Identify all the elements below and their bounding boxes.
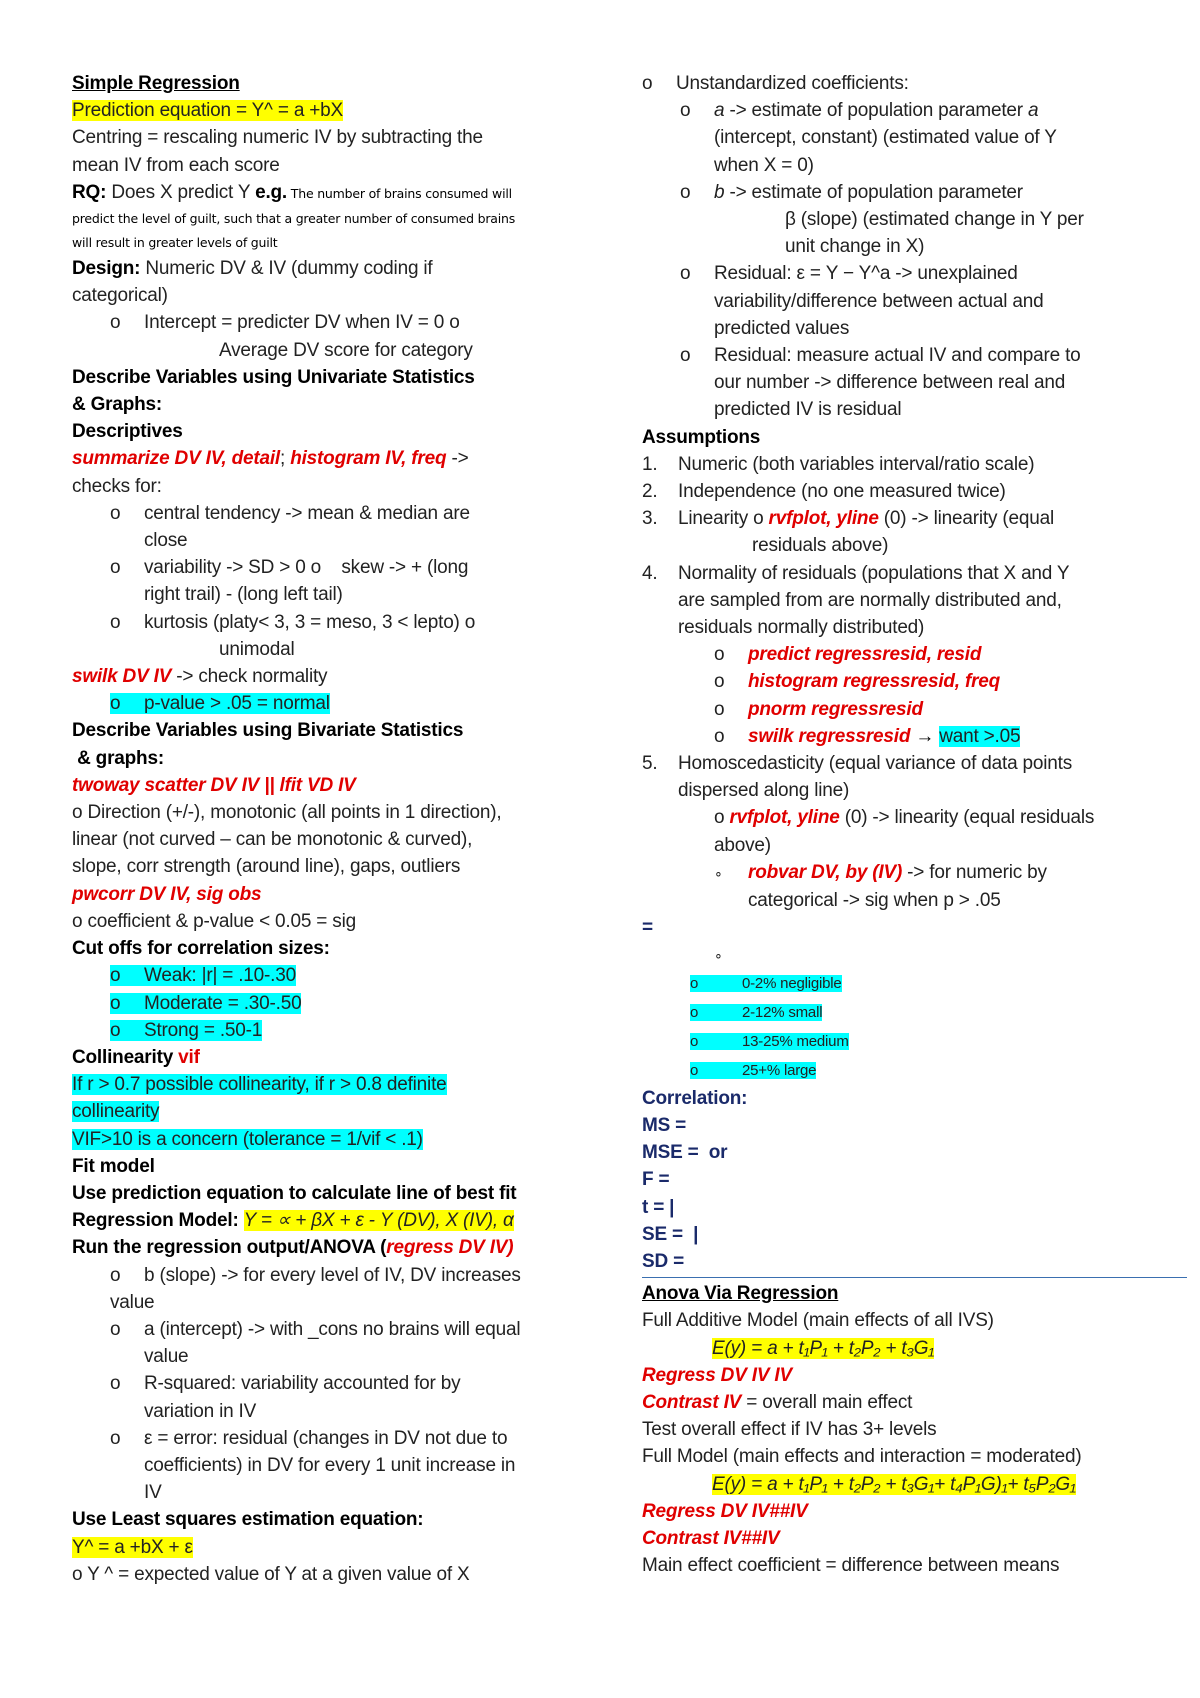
moderate-text: Moderate = .30-.50 [144, 992, 302, 1014]
histogram-command: histogram IV, freq [290, 448, 447, 470]
contrast-text: = overall main effect [741, 1391, 913, 1413]
bullet-icon: o [110, 965, 121, 987]
a-symbol: a [714, 100, 725, 122]
regress-iv-iv-command: Regress DV IV IV [642, 1364, 792, 1386]
bullet-icon: o [110, 1019, 121, 1041]
bullet-icon: o [110, 1373, 121, 1395]
separator: ; [280, 448, 291, 470]
residual-2-text: Residual: measure actual IV and compare to [714, 345, 1081, 367]
least-squares-heading: Use Least squares estimation equation: [72, 1509, 424, 1531]
rvfplot-command: rvfplot, yline [768, 508, 879, 530]
design-line [72, 255, 572, 282]
a-intercept-cont: value [144, 1346, 189, 1368]
unstandardized-text: Unstandardized coefficients: [676, 73, 909, 94]
regress-interaction-command: Regress DV IV##IV [642, 1500, 808, 1522]
swilk-text: -> check normality [171, 666, 328, 688]
assumption-text: (0) -> linearity (equal [878, 508, 1054, 530]
coef-sig-line: o coefficient & p-value < 0.05 = sig [72, 910, 356, 932]
rq-example-2: predict the level of guilt, such that a greater number of consumed brains [72, 211, 516, 227]
checks-for: checks for: [72, 475, 162, 497]
rsquared-bullet [72, 1370, 572, 1397]
regression-model-equation: Y = ∝ + βX + ε - Y (DV), X (IV), α [243, 1210, 514, 1232]
collinearity-heading: Collinearity [72, 1046, 179, 1068]
bullet-icon: o [680, 345, 691, 367]
weak-bullet [72, 962, 572, 989]
central-text: central tendency -> mean & median are [144, 502, 470, 524]
bullet-icon: o [714, 671, 725, 693]
rsquared-text: R-squared: variability accounted for by [144, 1373, 461, 1395]
predict-command: predict regressresid, resid [748, 644, 982, 666]
cutoffs-heading: Cut offs for correlation sizes: [72, 938, 330, 960]
number-label: 5. [642, 753, 658, 775]
residual-1-text: Residual: ε = Y − Y^a -> unexplained [714, 263, 1018, 285]
left-column [72, 70, 572, 1588]
regression-model-label: Regression Model: [72, 1210, 244, 1232]
strong-text: Strong = .50-1 [144, 1019, 263, 1041]
assumption-4 [642, 560, 1192, 587]
weak-text: Weak: |r| = .10-.30 [144, 965, 296, 987]
assumption-1 [642, 451, 1192, 478]
b-estimate-text: -> estimate of population parameter [724, 181, 1023, 203]
intercept-bullet [72, 309, 572, 336]
bullet-icon: o [714, 807, 730, 829]
twoway-command: twoway scatter DV IV || lfit VD IV [72, 774, 356, 796]
beta-line-1: β (slope) (estimated change in Y per [785, 209, 1084, 231]
se-formula: SE = | [642, 1223, 699, 1245]
residual-1-bullet [642, 260, 1192, 287]
rvfplot-line [642, 804, 1192, 831]
pwcorr-command: pwcorr DV IV, sig obs [72, 883, 262, 905]
kurtosis-bullet [72, 609, 572, 636]
bullet-icon: o [110, 693, 121, 715]
bullet-icon: o [110, 1264, 121, 1286]
effect-text: 25+% large [742, 1061, 817, 1079]
a-estimate-text: -> estimate of population parameter [724, 100, 1029, 122]
intercept-cont: Average DV score for category [219, 339, 473, 361]
number-label: 1. [642, 453, 658, 475]
right-column [642, 70, 1192, 1579]
bullet-icon: o [642, 73, 653, 94]
histogram-resid-command: histogram regressresid, freq [748, 671, 1001, 693]
bullet-icon: o [680, 263, 691, 285]
collinearity-line [72, 1044, 572, 1071]
design-label: Design: [72, 258, 141, 280]
epsilon-text: ε = error: residual (changes in DV not due to [144, 1427, 508, 1449]
design-line-2: categorical) [72, 285, 168, 307]
residual-1-cont-1: variability/difference between actual and [714, 290, 1044, 312]
number-label: 2. [642, 481, 658, 503]
assumptions-heading: Assumptions [642, 426, 761, 448]
bullet-icon: o [714, 698, 725, 720]
direction-line-2: linear (not curved – can be monotonic & curved), [72, 829, 473, 851]
strong-bullet [72, 1017, 572, 1044]
f-formula: F = [642, 1169, 670, 1191]
b-slope-text: b (slope) -> for every level of IV, DV increases [144, 1264, 521, 1286]
circle-bullet-icon: ∘ [714, 946, 723, 963]
mse-formula: MSE = or [642, 1142, 728, 1164]
assumption-3-cont: residuals above) [752, 535, 889, 557]
bullet-icon: o [714, 725, 725, 747]
bullet-icon: o [110, 312, 121, 334]
effect-negligible [642, 969, 1192, 998]
arrow: -> [446, 448, 469, 470]
univariate-heading-1: Describe Variables using Univariate Statistics [72, 366, 475, 388]
central-cont: close [144, 530, 188, 552]
effect-small [642, 998, 1192, 1027]
a-intercept-bullet [72, 1316, 572, 1343]
epsilon-bullet [72, 1425, 572, 1452]
robvar-cont: categorical -> sig when p > .05 [748, 890, 1001, 912]
rq-text: Does X predict Y [106, 181, 256, 203]
swilk-command: swilk DV IV [72, 666, 172, 688]
assumption-text: Normality of residuals (populations that X and Y [678, 562, 1070, 584]
contrast-command: Contrast IV [642, 1391, 742, 1413]
rq-example: The number of brains consumed will [287, 185, 512, 201]
a-intercept-text: a (intercept) -> with _cons no brains will equal [144, 1318, 521, 1340]
a-parameter: a [1028, 100, 1039, 122]
bullet-icon: o [110, 611, 121, 633]
expected-value-line: o Y ^ = expected value of Y at a given value of X [72, 1563, 470, 1585]
full-additive-line: Full Additive Model (main effects of all IVS) [642, 1310, 994, 1332]
number-label: 3. [642, 508, 658, 530]
anova-heading: Anova Via Regression [642, 1283, 839, 1305]
variability-text: variability -> SD > 0 o skew -> + (long [144, 557, 469, 579]
bullet-icon: ∘ [714, 864, 723, 881]
contrast-interaction-command: Contrast IV##IV [642, 1527, 780, 1549]
correlation-heading: Correlation: [642, 1087, 748, 1109]
bullet-icon: o [690, 1003, 699, 1021]
pnorm-bullet [642, 696, 1192, 723]
swilk-resid-command: swilk regressresid [748, 725, 911, 747]
test-overall-line: Test overall effect if IV has 3+ levels [642, 1419, 937, 1441]
arrow-right-icon: → [910, 725, 940, 747]
bullet-icon: o [110, 1318, 121, 1340]
regression-model-line [72, 1207, 572, 1234]
residual-2-bullet [642, 342, 1192, 369]
bivariate-heading-1: Describe Variables using Bivariate Statistics [72, 720, 464, 742]
a-estimate-cont-1: (intercept, constant) (estimated value of Y [714, 127, 1057, 149]
bivariate-heading-2: & graphs: [72, 747, 164, 769]
bullet-icon: o [110, 992, 121, 1014]
simple-regression-heading: Simple Regression [72, 73, 240, 94]
vif-concern: VIF>10 is a concern (tolerance = 1/vif < .1) [72, 1128, 423, 1150]
pnorm-command: pnorm regressresid [748, 698, 923, 720]
main-effect-line: Main effect coefficient = difference between means [642, 1555, 1060, 1577]
swilk-resid-bullet [642, 723, 1192, 750]
kurtosis-text: kurtosis (platy< 3, 3 = meso, 3 < lepto) o [144, 611, 476, 633]
least-squares-equation: Y^ = a +bX + ε [72, 1536, 193, 1558]
section-divider [642, 1277, 1187, 1278]
equals-sign: = [642, 917, 653, 939]
sd-formula: SD = [642, 1250, 684, 1272]
direction-line-3: slope, corr strength (around line), gaps, outliers [72, 856, 461, 878]
assumption-2 [642, 478, 1192, 505]
bullet-icon: o [690, 1061, 699, 1079]
ms-formula: MS = [642, 1114, 687, 1136]
pvalue-text: p-value > .05 = normal [144, 693, 330, 715]
bullet-icon: o [110, 557, 121, 579]
design-text: Numeric DV & IV (dummy coding if [140, 258, 433, 280]
histogram-bullet [642, 668, 1192, 695]
b-estimate-bullet [642, 179, 1192, 206]
rvfplot-command: rvfplot, yline [729, 807, 840, 829]
b-slope-bullet [72, 1262, 572, 1289]
residual-2-cont-1: our number -> difference between real and [714, 372, 1066, 394]
full-model-line: Full Model (main effects and interaction = moderated) [642, 1446, 1082, 1468]
univariate-heading-2: & Graphs: [72, 394, 163, 416]
centring-line-2: mean IV from each score [72, 154, 280, 176]
residual-2-cont-2: predicted IV is residual [714, 399, 902, 421]
full-model-equation: E(y) = a + t₁P₁ + t₂P₂ + t₃G₁+ t₄P₁G)₁+ t₅P₂G₁ [712, 1473, 1076, 1495]
vif-command: vif [178, 1046, 200, 1068]
number-label: 4. [642, 562, 658, 584]
rvfplot-cont: above) [714, 834, 771, 856]
collinearity-rule-1: If r > 0.7 possible collinearity, if r > 0.8 definite [72, 1074, 447, 1096]
epsilon-cont-1: coefficients) in DV for every 1 unit increase in [144, 1454, 516, 1476]
effect-medium [642, 1027, 1192, 1056]
assumption-text: Linearity o [678, 508, 769, 530]
b-slope-cont: value [110, 1291, 155, 1313]
robvar-command: robvar DV, by (IV) [748, 861, 903, 883]
summarize-command: summarize DV IV, detail [72, 448, 281, 470]
swilk-line [72, 663, 572, 690]
kurtosis-cont: unimodal [219, 638, 295, 660]
a-estimate-bullet [642, 97, 1192, 124]
collinearity-rule-2: collinearity [72, 1101, 160, 1123]
rsquared-cont: variation in IV [144, 1400, 257, 1422]
assumption-4-cont-1: are sampled from are normally distributed and, [678, 589, 1062, 611]
rq-line [72, 179, 572, 207]
robvar-text: -> for numeric by [902, 861, 1047, 883]
use-prediction-heading: Use prediction equation to calculate line of best fit [72, 1182, 517, 1204]
bullet-icon: o [110, 502, 121, 524]
additive-equation: E(y) = a + t₁P₁ + t₂P₂ + t₃G₁ [712, 1337, 935, 1359]
moderate-bullet [72, 990, 572, 1017]
assumption-5 [642, 750, 1192, 777]
assumption-text: Homoscedasticity (equal variance of data points [678, 753, 1073, 775]
effect-text: 13-25% medium [742, 1032, 849, 1050]
assumption-text: Numeric (both variables interval/ratio scale) [678, 453, 1035, 475]
prediction-equation: Prediction equation = Y^ = a +bX [72, 100, 344, 122]
centring-line-1: Centring = rescaling numeric IV by subtracting the [72, 127, 483, 149]
t-formula: t = | [642, 1196, 675, 1218]
pvalue-bullet [72, 690, 572, 717]
effect-text: 0-2% negligible [742, 974, 842, 992]
rq-eg: e.g. [255, 181, 288, 203]
central-tendency-bullet [72, 500, 572, 527]
assumption-5-cont: dispersed along line) [678, 780, 850, 802]
bullet-icon: o [680, 100, 691, 122]
want-value: want >.05 [939, 725, 1021, 747]
variability-bullet [72, 554, 572, 581]
descriptives-heading: Descriptives [72, 421, 183, 443]
run-regression-line [72, 1234, 572, 1261]
bullet-icon: o [680, 181, 691, 203]
effect-text: 2-12% small [742, 1003, 823, 1021]
a-estimate-cont-2: when X = 0) [714, 154, 814, 176]
contrast-line [642, 1389, 1192, 1416]
bullet-icon: o [714, 644, 725, 666]
bullet-icon: o [690, 974, 699, 992]
rvfplot-text: (0) -> linearity (equal residuals [839, 807, 1095, 829]
beta-line-2: unit change in X) [785, 236, 925, 258]
unstandardized-bullet [642, 70, 1192, 97]
robvar-bullet [642, 859, 1192, 887]
b-symbol: b [714, 181, 725, 203]
assumption-3 [642, 505, 1192, 532]
variability-cont: right trail) - (long left tail) [144, 584, 343, 606]
descriptives-commands [72, 445, 572, 472]
epsilon-cont-2: IV [144, 1482, 162, 1504]
intercept-text: Intercept = predicter DV when IV = 0 o [144, 312, 460, 334]
run-regression-label: Run the regression output/ANOVA ( [72, 1237, 387, 1259]
assumption-4-cont-2: residuals normally distributed) [678, 617, 925, 639]
assumption-text: Independence (no one measured twice) [678, 481, 1006, 503]
residual-1-cont-2: predicted values [714, 317, 850, 339]
effect-large [642, 1056, 1192, 1085]
fit-model-heading: Fit model [72, 1155, 155, 1177]
bullet-icon: o [110, 1427, 121, 1449]
direction-line-1: o Direction (+/-), monotonic (all points in 1 direction), [72, 802, 502, 824]
rq-example-3: will result in greater levels of guilt [72, 235, 278, 251]
regress-command: regress DV IV) [386, 1237, 514, 1259]
rq-label: RQ: [72, 181, 107, 203]
predict-bullet [642, 641, 1192, 668]
bullet-icon: o [690, 1032, 699, 1050]
